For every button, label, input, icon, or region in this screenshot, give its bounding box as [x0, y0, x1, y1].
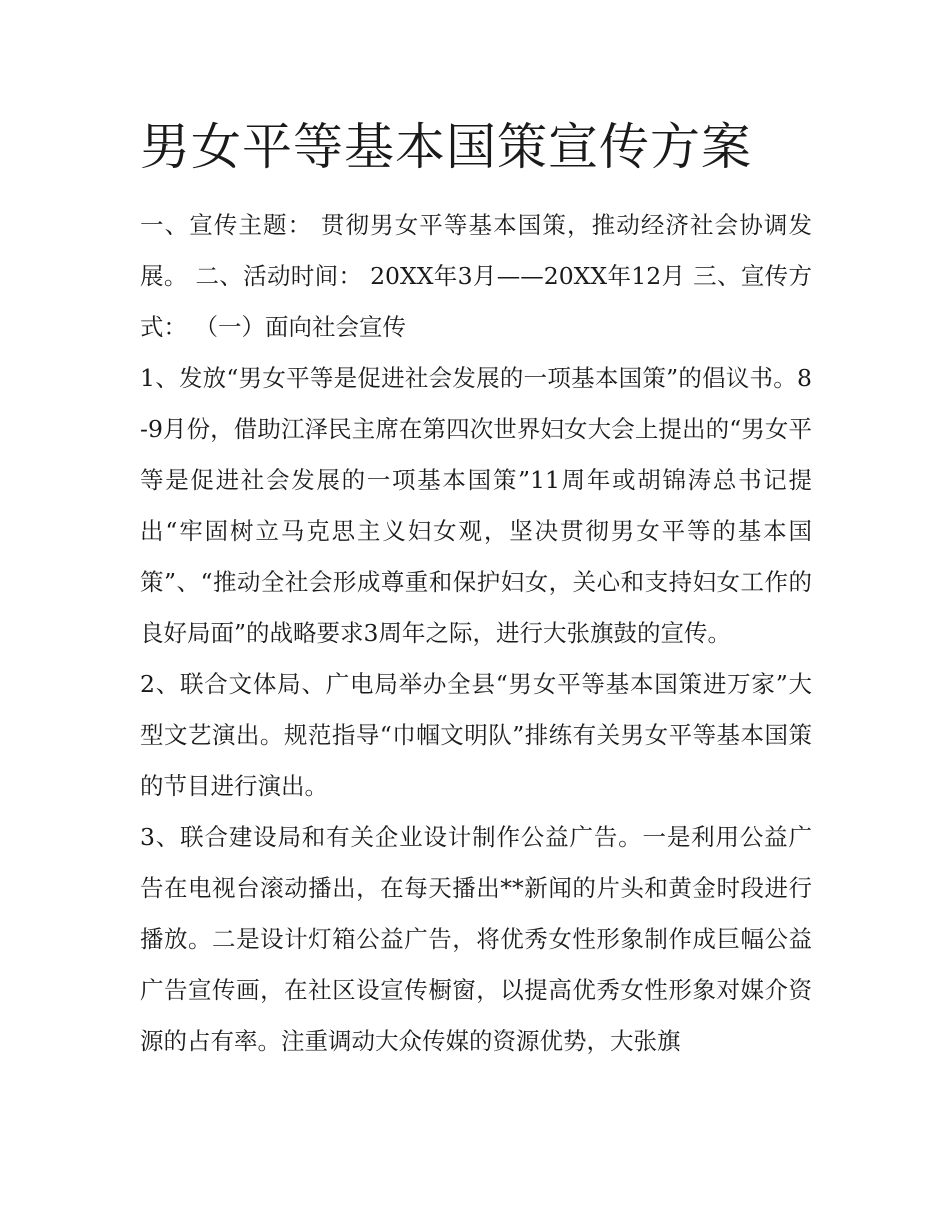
document-page — [140, 112, 812, 1067]
paragraph-item-3: 3、联合建设局和有关企业设计制作公益广告。一是利用公益广告在电视台滚动播出，在每天播出**新闻的片头和黄金时段进行播放。二是设计灯箱公益广告，将优秀女性形象制作成巨幅公益广告宣传画，在社区设宣传橱窗，以提高优秀女性形象对媒介资源的占有率。注重调动大众传媒的资源优势，大张旗 — [140, 823, 812, 1055]
paragraph-theme-time-method: 一、宣传主题： 贯彻男女平等基本国策，推动经济社会协调发展。 二、活动时间： 20XX年3月——20XX年12月 三、宣传方式： （一）面向社会宣传 — [140, 211, 812, 341]
paragraph-item-2: 2、联合文体局、广电局举办全县“男女平等基本国策进万家”大型文艺演出。规范指导“巾帼文明队”排练有关男女平等基本国策的节目进行演出。 — [140, 670, 812, 800]
paragraph-item-1: 1、发放“男女平等是促进社会发展的一项基本国策”的倡议书。8-9月份，借助江泽民主席在第四次世界妇女大会上提出的“男女平等是促进社会发展的一项基本国策”11周年或胡锦涛总书记提出“牢固树立马克思主义妇女观，坚决贯彻男女平等的基本国策”、“推动全社会形成尊重和保护妇女，关心和支持妇女工作的良好局面”的战略要求3周年之际，进行大张旗鼓的宣传。 — [140, 364, 812, 647]
document-title: 男女平等基本国策宣传方案 — [140, 118, 752, 176]
